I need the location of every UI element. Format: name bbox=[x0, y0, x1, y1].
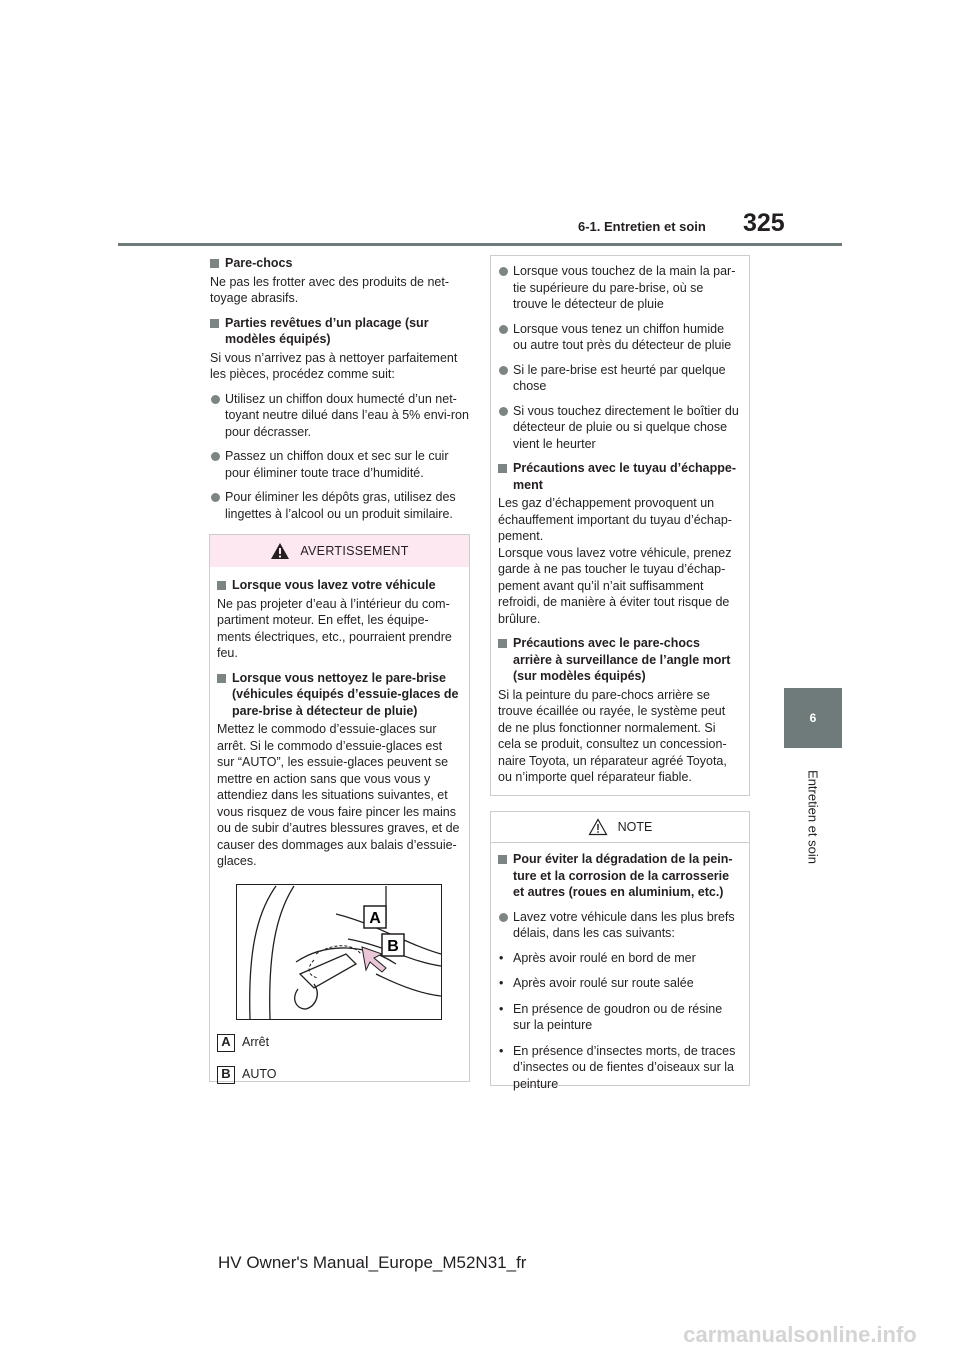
plated-text: Si vous n’arrivez pas à nettoyer parfaitement les pièces, procédez comme suit: bbox=[210, 350, 458, 381]
bsm-heading: Précautions avec le pare-chocs arrière à surveillance de l’angle mort (sur modèles équipés) bbox=[498, 635, 740, 685]
label-tag-b: B bbox=[217, 1066, 235, 1084]
bumper-heading: Pare-chocs bbox=[210, 255, 470, 272]
list-item: • En présence d’insectes morts, de traces d’insectes ou de fientes d’oiseaux sur la peinture bbox=[498, 1043, 740, 1093]
label-tag-a: A bbox=[217, 1034, 235, 1052]
caution-triangle-icon bbox=[588, 818, 608, 836]
note-heading: Pour éviter la dégradation de la pein-ture et la corrosion de la carrosserie et autres (roues en aluminium, etc.) bbox=[498, 851, 740, 901]
list-item: Passez un chiffon doux et sec sur le cuir pour éliminer toute trace d’humidité. bbox=[210, 448, 470, 481]
bsm-text: Si la peinture du pare-chocs arrière se trouve écaillée ou rayée, le système peut de ne plus fonctionner normalement. Si cela se produit, consultez un concession-naire Toyota, un réparateur agréé Toyota, ou n’importe quel réparateur fiable. bbox=[498, 687, 727, 784]
note-title: NOTE bbox=[617, 819, 653, 834]
watermark-logo bbox=[650, 1320, 950, 1350]
figure-label-b bbox=[217, 1066, 460, 1084]
bumper-text: Ne pas les frotter avec des produits de net-toyage abrasifs. bbox=[210, 274, 450, 305]
figure-callout-a bbox=[364, 906, 386, 928]
list-item: Utilisez un chiffon doux humecté d’un net-toyant neutre dilué dans l’eau à 5% envi-ron pour décrasser. bbox=[210, 391, 470, 441]
list-item: Lorsque vous tenez un chiffon humide ou autre tout près du détecteur de pluie bbox=[498, 321, 740, 354]
list-item: • Après avoir roulé sur route salée bbox=[498, 975, 740, 992]
warning-text-windshield: Mettez le commodo d’essuie-glaces sur arrêt. Si le commodo d’essuie-glaces est sur “AUTO”, les essuie-glaces peuvent se mettre en action sans que vous vous y attendiez dans les situations suivantes, et vous risquez de vous faire pincer les mains ou de subir d’autres blessures graves, et de causer des dommages aux balais d’essuie-glaces. bbox=[217, 722, 460, 868]
note-header bbox=[491, 812, 749, 843]
list-item: • Après avoir roulé en bord de mer bbox=[498, 950, 740, 967]
wiper-lever-illustration bbox=[236, 884, 442, 1020]
note-bullet: Lavez votre véhicule dans les plus brefs délais, dans les cas suivants: bbox=[498, 909, 740, 942]
plated-heading: Parties revêtues d’un placage (sur modèles équipés) bbox=[210, 315, 470, 348]
list-item: Si le pare-brise est heurté par quelque chose bbox=[498, 362, 740, 395]
exhaust-text-1: Les gaz d’échappement provoquent un échauffement important du tuyau d’échap-pement. bbox=[498, 496, 732, 543]
label-text-b: AUTO bbox=[242, 1067, 277, 1082]
exhaust-text-2: Lorsque vous lavez votre véhicule, prenez garde à ne pas toucher le tuyau d’échap-pement avant qu’il n’ait suffisamment refroidi, de manière à éviter tout risque de brûlure. bbox=[498, 545, 732, 626]
warning-triangle-icon bbox=[270, 542, 290, 560]
chapter-label: Entretien et soin bbox=[805, 770, 821, 864]
chapter-tab-label bbox=[795, 762, 831, 872]
warning-title: AVERTISSEMENT bbox=[300, 543, 409, 558]
footer-text: HV Owner's Manual_Europe_M52N31_fr bbox=[218, 1253, 527, 1272]
figure-label-a bbox=[217, 1034, 460, 1052]
list-item: Lorsque vous touchez de la main la par-tie supérieure du pare-brise, où se trouve le détecteur de pluie bbox=[498, 263, 740, 313]
chapter-number: 6 bbox=[809, 711, 817, 725]
warning-box bbox=[209, 534, 470, 1082]
figure-callout-b bbox=[382, 934, 404, 956]
page-number: 325 bbox=[743, 209, 785, 237]
header-rule bbox=[118, 243, 842, 246]
list-item: Si vous touchez directement le boîtier du détecteur de pluie ou si quelque chose vient le heurter bbox=[498, 403, 740, 453]
warning-heading-windshield: Lorsque vous nettoyez le pare-brise (véhicules équipés d’essuie-glaces de pare-brise à détecteur de pluie) bbox=[217, 670, 460, 720]
section-title: 6-1. Entretien et soin bbox=[578, 219, 706, 234]
warning-header bbox=[210, 535, 469, 567]
label-text-a: Arrêt bbox=[242, 1035, 270, 1050]
chapter-tab bbox=[784, 688, 842, 748]
svg-text:carmanualsonline.info: carmanualsonline.info bbox=[683, 1322, 917, 1347]
left-column bbox=[210, 255, 470, 530]
list-item: Pour éliminer les dépôts gras, utilisez des lingettes à l’alcool ou un produit similaire. bbox=[210, 489, 470, 522]
warning-continued-box bbox=[490, 255, 750, 796]
exhaust-heading: Précautions avec le tuyau d’échappe-ment bbox=[498, 460, 740, 493]
warning-text-wash: Ne pas projeter d’eau à l’intérieur du com-partiment moteur. En effet, les équipe-ments électriques, etc., pourraient prendre feu. bbox=[217, 596, 452, 660]
note-box bbox=[490, 811, 750, 1091]
figure-tag-b: B bbox=[387, 937, 399, 955]
figure-tag-a: A bbox=[369, 909, 381, 927]
list-item: • En présence de goudron ou de résine sur la peinture bbox=[498, 1001, 740, 1034]
warning-heading-wash: Lorsque vous lavez votre véhicule bbox=[217, 577, 460, 594]
